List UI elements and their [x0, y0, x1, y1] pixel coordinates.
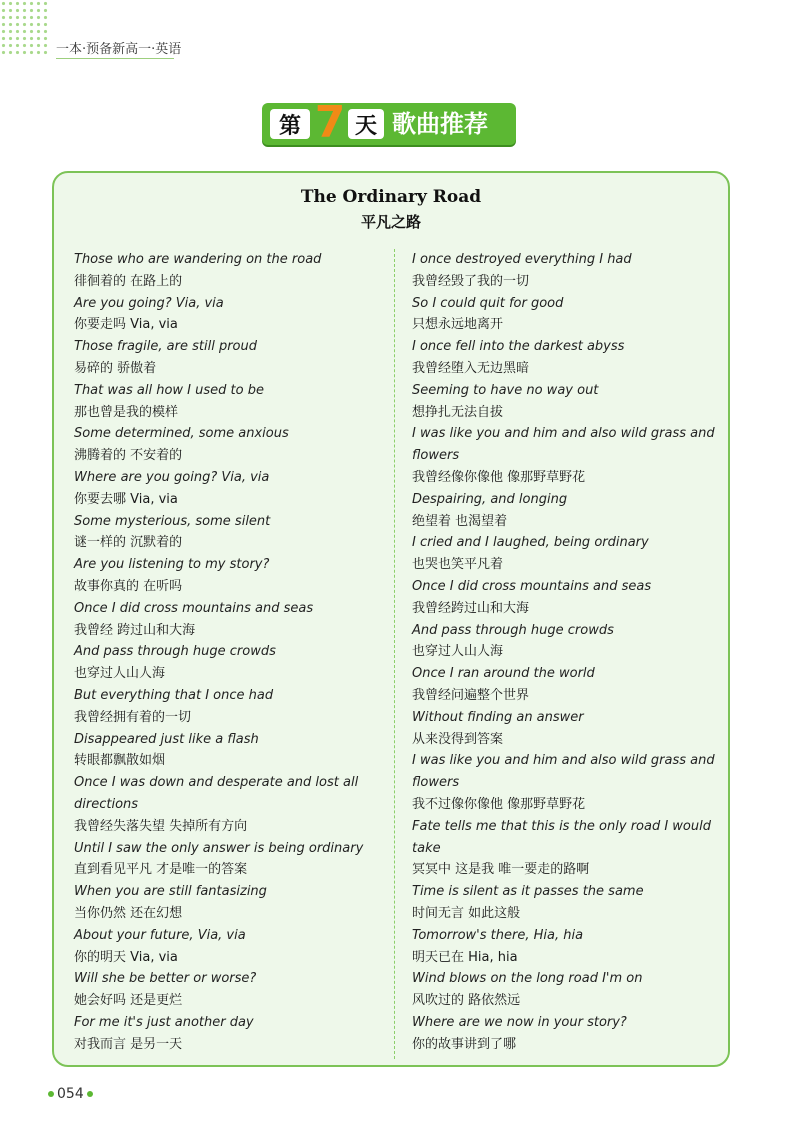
lyric-line-english: Some determined, some anxious — [74, 426, 289, 442]
lyric-line-english: I once fell into the darkest abyss — [412, 339, 625, 355]
lyric-line-chinese: 明天已在 Hia, hia — [412, 949, 518, 965]
lyric-line-chinese: 直到看见平凡 才是唯一的答案 — [74, 862, 248, 878]
lyric-line-english: Wind blows on the long road I'm on — [412, 971, 643, 987]
lyric-line-english: I was like you and him and also wild grass and flowers — [412, 753, 715, 791]
lyric-line-english: I once destroyed everything I had — [412, 252, 632, 267]
book-title: 一本·预备新高一·英语 — [56, 42, 182, 57]
lyric-line-chinese: 我曾经跨过山和大海 — [412, 600, 530, 616]
lyric-line-chinese: 风吹过的 路依然远 — [412, 993, 521, 1009]
lyric-line-chinese: 当你仍然 还在幻想 — [74, 905, 183, 921]
lyric-line-english: Where are you going? Via, via — [74, 469, 270, 485]
lyric-line-english: Until I saw the only answer is being ordinary — [74, 840, 364, 856]
lyric-line-english: That was all how I used to be — [74, 382, 264, 398]
lyric-line-chinese: 时间无言 如此这般 — [412, 905, 521, 921]
lyric-line-english: So I could quit for good — [412, 295, 564, 311]
banner-label: 歌曲推荐 — [392, 110, 488, 138]
header-underline — [56, 58, 174, 59]
lyric-line-english: Those fragile, are still proud — [74, 339, 257, 355]
lyric-line-chinese: 故事你真的 在听吗 — [74, 578, 183, 594]
lyric-line-english: Once I did cross mountains and seas — [412, 578, 652, 594]
page-footer — [48, 1086, 93, 1102]
lyric-line-english: I cried and I laughed, being ordinary — [412, 535, 649, 551]
lyric-line-english: Fate tells me that this is the only road I would take — [412, 818, 711, 856]
lyric-line-chinese: 绝望着 也渴望着 — [412, 513, 508, 529]
lyric-line-chinese: 你的故事讲到了哪 — [412, 1036, 517, 1052]
lyric-line-chinese: 我曾经失落失望 失掉所有方向 — [74, 818, 248, 834]
lyric-line-english: Disappeared just like a flash — [74, 731, 259, 747]
lyric-line-chinese: 想挣扎无法自拔 — [412, 404, 504, 420]
lyric-line-chinese: 她会好吗 还是更烂 — [74, 993, 183, 1009]
lyrics-left-column — [74, 249, 378, 1055]
lyric-line-english: Where are we now in your story? — [412, 1014, 627, 1030]
lyric-line-english: For me it's just another day — [74, 1014, 254, 1030]
song-title-english: The Ordinary Road — [300, 187, 482, 207]
lyric-line-english: I was like you and him and also wild grass and flowers — [412, 426, 715, 464]
lyric-line-chinese: 我曾经 跨过山和大海 — [74, 622, 196, 638]
lyric-line-chinese: 徘徊着的 在路上的 — [74, 273, 183, 289]
lyric-line-english: Once I did cross mountains and seas — [74, 600, 314, 616]
lyric-line-english: But everything that I once had — [74, 687, 274, 703]
lyric-line-english: About your future, Via, via — [74, 927, 246, 943]
lyric-line-english: Despairing, and longing — [412, 491, 568, 507]
lyric-line-english: Once I was down and desperate and lost all directions — [74, 775, 359, 812]
lyric-line-english: Without finding an answer — [412, 709, 584, 725]
lyric-line-chinese: 我不过像你像他 像那野草野花 — [412, 796, 586, 812]
lyric-line-chinese: 从来没得到答案 — [412, 731, 504, 747]
lyric-line-english: Seeming to have no way out — [412, 382, 599, 398]
lyric-line-chinese: 那也曾是我的模样 — [74, 404, 179, 420]
lyric-line-english: And pass through huge crowds — [74, 644, 276, 660]
day-banner — [262, 97, 516, 148]
lyric-line-chinese: 对我而言 是另一天 — [74, 1036, 183, 1052]
lyric-line-chinese: 也哭也笑平凡着 — [412, 557, 504, 573]
column-divider — [394, 249, 395, 1059]
day-suffix: 天 — [348, 109, 384, 139]
lyric-line-chinese: 我曾经拥有着的一切 — [74, 709, 192, 725]
lyric-line-english: When you are still fantasizing — [74, 884, 267, 900]
lyric-line-chinese: 也穿过人山人海 — [412, 644, 504, 660]
lyric-line-english: Some mysterious, some silent — [74, 513, 271, 529]
lyric-line-chinese: 你的明天 Via, via — [74, 949, 178, 965]
bullet-dot-icon — [48, 1091, 54, 1097]
lyric-line-english: Will she be better or worse? — [74, 971, 257, 987]
lyric-line-chinese: 谜一样的 沉默着的 — [74, 535, 183, 551]
lyric-line-english: Those who are wandering on the road — [74, 252, 322, 267]
lyrics-panel — [52, 171, 730, 1067]
lyric-line-chinese: 沸腾着的 不安着的 — [74, 448, 183, 464]
lyric-line-chinese: 你要走吗 Via, via — [74, 317, 178, 333]
lyric-line-chinese: 我曾经问遍整个世界 — [412, 687, 530, 703]
lyric-line-english: Tomorrow's there, Hia, hia — [412, 927, 584, 943]
lyric-line-chinese: 只想永远地离开 — [412, 317, 504, 333]
bullet-dot-icon — [87, 1091, 93, 1097]
lyric-line-chinese: 也穿过人山人海 — [74, 666, 166, 682]
day-prefix: 第 — [270, 109, 310, 139]
lyric-line-chinese: 我曾经像你像他 像那野草野花 — [412, 469, 586, 485]
lyric-line-english: Are you listening to my story? — [74, 557, 270, 573]
lyrics-right-column — [412, 249, 716, 1055]
lyric-line-english: Once I ran around the world — [412, 666, 595, 682]
lyric-line-chinese: 我曾经堕入无边黑暗 — [412, 360, 530, 376]
lyric-line-chinese: 转眼都飘散如烟 — [74, 753, 166, 769]
lyric-line-chinese: 冥冥中 这是我 唯一要走的路啊 — [412, 862, 590, 878]
lyric-line-chinese: 你要去哪 Via, via — [74, 491, 178, 507]
lyric-line-chinese: 易碎的 骄傲着 — [74, 360, 157, 376]
lyric-line-english: Are you going? Via, via — [74, 295, 224, 311]
song-title-chinese: 平凡之路 — [360, 213, 421, 231]
lyric-line-english: Time is silent as it passes the same — [412, 884, 644, 900]
page-number: 054 — [57, 1086, 84, 1102]
day-number: 7 — [314, 97, 346, 148]
lyric-line-chinese: 我曾经毁了我的一切 — [412, 273, 530, 289]
decorative-dot-pattern — [0, 0, 48, 56]
lyric-line-english: And pass through huge crowds — [412, 622, 614, 638]
